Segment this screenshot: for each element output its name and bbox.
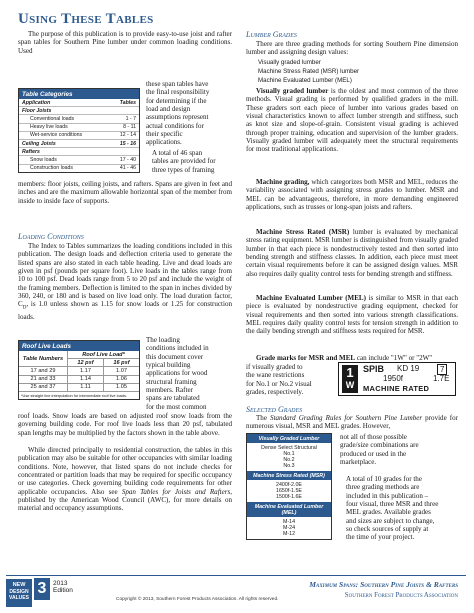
text-line: actual conditions for: [146, 121, 204, 130]
mel-grades-header: Machine Evaluated Lumber (MEL): [247, 502, 331, 517]
text-line: typical building: [146, 361, 191, 370]
text-line: A total of 46 span: [152, 149, 203, 157]
selected-side-2: [340, 475, 458, 542]
table-categories: [18, 88, 140, 173]
loading-conditions-heading: Loading Conditions: [18, 232, 84, 241]
stamp-spib: SPIB: [363, 364, 385, 374]
text-line: applications for wood: [146, 369, 208, 378]
col-tables: Tables: [119, 99, 136, 106]
row-tables: 1 - 7: [125, 115, 136, 122]
roof-footnote: *Use straight line interpolation for intermediate roof live loads.: [19, 391, 139, 399]
lumber-intro: There are three grading methods for sorting Southern Pine dimension lumber and assigning design values:: [246, 40, 458, 57]
text-line: spans are tabulated: [146, 394, 200, 403]
table-row: [19, 155, 139, 163]
roof-cell: 1.17: [67, 366, 103, 374]
grade-item: No.2: [283, 457, 295, 464]
text-line: for No.1 or No.2 visual: [246, 379, 312, 388]
stamp-rated: MACHINE RATED: [363, 384, 430, 393]
row-application: Ceiling Joists: [22, 140, 56, 147]
grade-item: No.3: [283, 463, 295, 470]
text-line: their specific: [146, 130, 183, 139]
text-line: produced or used in the: [340, 449, 407, 458]
list-item: Visually graded lumber: [258, 59, 321, 66]
page-title: Using These Tables: [18, 11, 154, 27]
row-application: Wet-service conditions: [30, 132, 83, 139]
text-line: A total of 10 grades for the: [346, 475, 422, 483]
new-design-values-badge: NEW DESIGN VALUES: [6, 579, 32, 607]
text-line: grade/size combinations are: [340, 441, 419, 450]
text-line: the wane restrictions: [246, 371, 305, 380]
visual-paragraph: Visually graded lumber is the oldest and most common of the three methods. Visual grading is performed by qualified graders in the mill. These graders sort each piece of lumber into various grades based on visual characteristics known to affect lumber strength and stiffness, such as knot size and slope-of-grain. Consistent visual grading is achieved through proper training, education and supervision of the lumber graders. Visually graded lumber will adequately meet the structural requirements for most traditional applications.: [246, 87, 458, 154]
table-row: [19, 164, 139, 172]
text-line: these span tables have: [146, 80, 209, 88]
roof-side-text: [146, 336, 232, 411]
row-application: Construction loads: [30, 165, 73, 172]
grade-item: Dense Select Structural: [261, 444, 317, 451]
intro-side-text-2: [146, 149, 232, 174]
table-categories-title: Table Categories: [19, 89, 139, 99]
msr-grades-header: Machine Stress Rated (MSR): [247, 471, 331, 480]
text-line: the time of your project.: [346, 533, 415, 542]
text-line: marketplace.: [340, 458, 377, 467]
roof-col-12: 12 psf: [67, 358, 103, 366]
visual-grades-header: Visually Graded Lumber: [247, 434, 331, 443]
row-tables: 8 - 11: [123, 124, 136, 131]
row-tables: 15 - 16: [119, 140, 136, 147]
stamp-mill: 7: [437, 364, 447, 375]
text-line: members. Rafter: [146, 386, 193, 395]
text-line: included in this publication –: [346, 491, 429, 500]
table-row: [19, 139, 139, 147]
roof-live-loads-table: [18, 340, 140, 400]
table-row: [19, 147, 139, 155]
text-line: the final responsibility: [146, 88, 210, 97]
roof-cell: 1.07: [103, 366, 139, 374]
page-number: 3: [34, 578, 50, 600]
text-line: The loading: [146, 336, 180, 344]
roof-col-factor: Roof Live Load*: [67, 351, 139, 358]
machine-paragraph: Machine grading, which categorizes both MSR and MEL, reduces the variability associated with assigning stress grades to lumber. MSR and MEL can be advantageous, therefore, in more demanding engineered applications, such as trusses or long-span joists and rafters.: [246, 178, 459, 212]
roof-col-table: Table Numbers: [22, 355, 64, 362]
grade-item: 1500f-1.6E: [276, 494, 302, 501]
row-application: Heavy live loads: [30, 124, 68, 131]
intro-continuation: members: floor joists, ceiling joists, and rafters. Spans are given in feet and inches and are the maximum allowable horizontal span of the member from inside to inside face of supports.: [18, 180, 232, 205]
footer-divider: [6, 575, 466, 576]
text-line: conditions included in: [146, 344, 209, 353]
roof-cell: 25 and 37: [19, 383, 67, 391]
selected-paragraph: The Standard Grading Rules for Southern Pine Lumber provide for numerous visual, MSR and MEL grades. However,: [246, 414, 458, 431]
grade-stamp: [338, 362, 456, 396]
grade-item: M-24: [282, 524, 296, 531]
lumber-list: [258, 58, 359, 85]
loading-paragraph-2: While directed principally to residential construction, the tables in this publication may also be suitable for other occupancies with similar loading conditions. Note, however, that listed spans do not include checks for concentrated or partition loads that may be required for specific occupancy or use categories. Check governing building code requirements for other applicable occupancies. Also see Span Tables for Joists and Rafters, published by the American Wood Council (AWC), for more details on material and occupancy assumptions.: [18, 446, 232, 513]
row-application: Snow loads: [30, 156, 57, 163]
row-tables: 17 - 40: [119, 156, 136, 163]
text-line: and sizes are subject to change,: [346, 516, 435, 525]
organization-name: Southern Forest Products Association: [344, 592, 458, 599]
stamp-e: 1.7E: [433, 374, 450, 383]
grade-item: M-14: [282, 518, 296, 525]
text-line: MEL grades. Available grades: [346, 508, 431, 517]
row-application: Rafters: [22, 148, 40, 155]
table-row: [19, 123, 139, 131]
roof-table-title: Roof Live Loads: [19, 341, 139, 351]
row-application: Conventional loads: [30, 115, 75, 122]
text-line: four visual, three MSR and three: [346, 500, 439, 509]
text-line: for the most common: [146, 402, 207, 411]
text-line: assumptions represent: [146, 113, 209, 122]
edition-label: 2013 Edition: [53, 580, 73, 594]
selected-side-1: [340, 433, 458, 466]
mel-paragraph: Machine Evaluated Lumber (MEL) is similar to MSR in that each piece is evaluated by nondestructive grading equipment, checked for visual requirements and then sorted into various strength classifications. MEL requires daily quality control tests for tension strength in addition to the daily bending strength and stiffness tests required for MSR.: [246, 294, 458, 336]
gradestamp-paragraph: Grade marks for MSR and MEL can include "1W" or "2W": [256, 354, 433, 362]
table-row: [19, 106, 139, 114]
row-application: Floor Joists: [22, 107, 52, 114]
list-item: Machine Evaluated Lumber (MEL): [258, 77, 352, 84]
roof-cell: 1.11: [67, 383, 103, 391]
text-line: if visually graded to: [246, 363, 303, 371]
publication-title: Maximum Spans: Southern Pine Joists & Rafters: [309, 580, 458, 589]
roof-cell: 1.06: [103, 375, 139, 383]
row-tables: 41 - 46: [119, 165, 136, 172]
loading-paragraph: The Index to Tables summarizes the loading conditions included in this publication. The design loads and deflection criteria used to generate the listed spans are also stated in each table heading. Live and dead loads are given in psf (pounds per square foot). Live loads in the tables range from 10 to 100 psf. Dead loads range from 5 to 20 psf and include the weight of the framing members. Deflection is limited to the span in inches divided by 360, 240, or 180 and is based on live load only. The load duration factor, $C_D$, is 1.0 unless shown as 1.15 for snow loads or 1.25 for construction loads.: [18, 242, 232, 322]
list-item: Machine Stress Rated (MSR) lumber: [258, 68, 360, 75]
selected-grades-heading: Selected Grades: [246, 405, 303, 414]
gradestamp-side: [246, 363, 334, 396]
row-tables: 12 - 14: [119, 132, 136, 139]
text-line: so check sources of supply at: [346, 525, 429, 534]
text-line: three types of framing: [152, 165, 215, 174]
text-line: not all of those possible: [340, 433, 407, 441]
table-row: [19, 131, 139, 139]
roof-cell: 21 and 33: [19, 375, 67, 383]
grade-item: M-12: [282, 531, 296, 538]
text-line: grades, respectively.: [246, 388, 304, 397]
intro-paragraph: The purpose of this publication is to provide easy-to-use joist and rafter span tables for Southern Pine lumber under common loading conditions. Used: [18, 30, 232, 55]
grade-item: 1650f-1.5E: [276, 487, 302, 494]
selected-grades-table: [246, 433, 332, 540]
text-line: applications.: [146, 138, 182, 147]
intro-side-text: [146, 80, 232, 147]
lumber-grades-heading: Lumber Grades: [246, 30, 297, 39]
roof-cell: 17 and 29: [19, 366, 67, 374]
table-row: [19, 114, 139, 122]
stamp-kd: KD 19: [397, 364, 420, 373]
copyright: Copyright © 2013, Southern Forest Products Association. All rights reserved.: [116, 597, 279, 602]
text-line: this document cover: [146, 352, 204, 361]
text-line: load and design: [146, 105, 191, 114]
col-application: Application: [22, 99, 51, 106]
roof-cell: 1.14: [67, 375, 103, 383]
text-line: for determining if the: [146, 96, 207, 105]
roof-col-16: 16 psf: [103, 358, 139, 366]
text-line: structural framing: [146, 377, 197, 386]
grade-item: No.1: [283, 450, 295, 457]
stamp-number-block: 1 W: [342, 365, 358, 393]
roof-cell: 1.05: [103, 383, 139, 391]
text-line: three grading methods are: [346, 483, 420, 492]
grade-item: 2400f-2.0E: [276, 481, 302, 488]
text-line: tables are provided for: [152, 157, 216, 166]
roof-continuation: roof loads. Snow loads are based on adjusted roof snow loads from the governing building code. For roof live loads less than 20 psf, tabulated span lengths may be multiplied by the factors shown in the table above.: [18, 412, 232, 437]
stamp-fb: 1950f: [383, 374, 404, 383]
msr-paragraph: Machine Stress Rated (MSR) lumber is evaluated by mechanical stress rating equipment. MSR lumber is distinguished from visually graded lumber in that each piece is nondestructively tested and then sorted into bending strength and stiffness classes. In addition, each piece must meet certain visual requirements before it can be assigned design values. MSR also requires daily quality control tests for bending strength and stiffness.: [246, 228, 458, 278]
